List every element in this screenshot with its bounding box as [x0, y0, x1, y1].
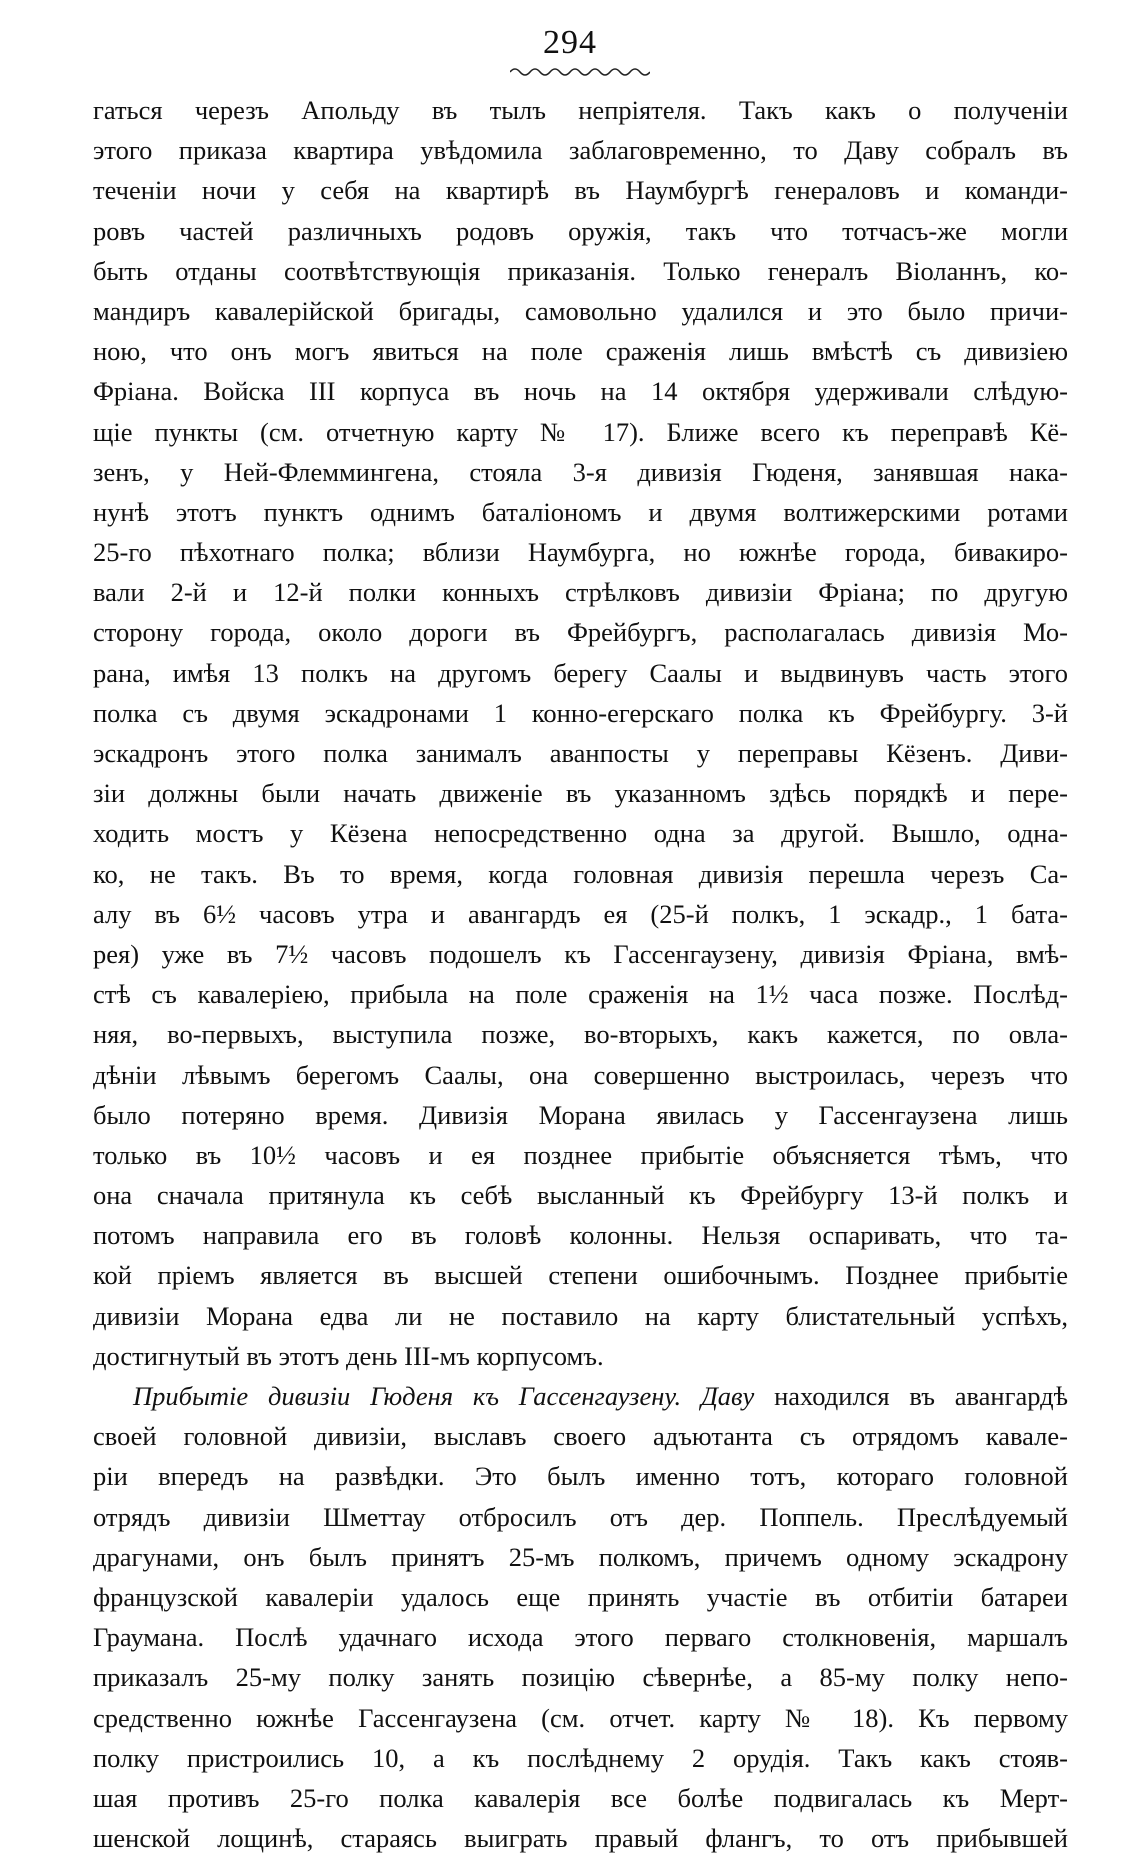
text-line: своей головной дивизіи, выславъ своего адъютанта съ отрядомъ кавале-	[93, 1421, 1068, 1452]
text-line: алу въ 6½ часовъ утра и авангардъ ея (25-й полкъ, 1 эскадр., 1 бата-	[93, 898, 1068, 929]
text-line: 25-го пѣхотнаго полка; вблизи Наумбурга, но южнѣе города, бивакиро-	[93, 537, 1068, 568]
text-line: шая противъ 25-го полка кавалерія все болѣе подвигалась къ Мерт-	[93, 1782, 1068, 1813]
text-line: ко, не такъ. Въ то время, когда головная дивизія перешла черезъ Са-	[93, 858, 1068, 889]
paragraph-1	[93, 90, 1068, 1376]
text-line: кой пріемъ является въ высшей степени ошибочнымъ. Позднее прибытіе	[93, 1260, 1068, 1291]
paragraph-2-first-line	[93, 1376, 1068, 1416]
text-line: теченіи ночи у себя на квартирѣ въ Наумбургѣ генераловъ и команди-	[93, 175, 1068, 206]
text-line: полку пристроились 10, а къ послѣднему 2 орудія. Такъ какъ стояв-	[93, 1742, 1068, 1773]
text-line: драгунами, онъ былъ принятъ 25-мъ полкомъ, причемъ одному эскадрону	[93, 1541, 1068, 1572]
text-line: сторону города, около дороги въ Фрейбургъ, располагалась дивизія Мо-	[93, 617, 1068, 648]
text-line: мандиръ кавалерійской бригады, самовольно удалился и это было причи-	[93, 295, 1068, 326]
text-line: ною, что онъ могъ явиться на поле сраженія лишь вмѣстѣ съ дивизіею	[93, 336, 1068, 367]
text-line: шенской лощинѣ, стараясь выиграть правый флангъ, то отъ прибывшей	[93, 1823, 1068, 1854]
text-line: дивизіи Морана едва ли не поставило на карту блистательный успѣхъ,	[93, 1300, 1068, 1331]
page-number: 294	[543, 24, 597, 61]
text-line: французской кавалеріи удалось еще принять участіе въ отбитіи батареи	[93, 1581, 1068, 1612]
text-line: дѣніи лѣвымъ берегомъ Саалы, она совершенно выстроилась, черезъ что	[93, 1059, 1068, 1090]
wavy-ornament	[510, 66, 650, 78]
text-line: няя, во-первыхъ, выступила позже, во-вторыхъ, какъ кажется, по овла-	[93, 1019, 1068, 1050]
text-line: этого приказа квартира увѣдомила заблаговременно, то Даву собралъ въ	[93, 135, 1068, 166]
text-line: средственно южнѣе Гассенгаузена (см. отчет. карту № 18). Къ первому	[93, 1702, 1068, 1733]
text-line: потомъ направила его въ головѣ колонны. Нельзя оспаривать, что та-	[93, 1220, 1068, 1251]
text-line: быть отданы соотвѣтствующія приказанія. Только генералъ Віоланнъ, ко-	[93, 255, 1068, 286]
text-line: рана, имѣя 13 полкъ на другомъ берегу Саалы и выдвинувъ часть этого	[93, 657, 1068, 688]
section-heading: Прибытіе дивизіи Гюденя къ Гассенгаузену.	[133, 1381, 682, 1411]
text-line: приказалъ 25-му полку занять позицію сѣвернѣе, а 85-му полку непо-	[93, 1662, 1068, 1693]
body-text	[93, 90, 1068, 1858]
text-line: полка съ двумя эскадронами 1 конно-егерскаго полка къ Фрейбургу. 3-й	[93, 697, 1068, 728]
text-line: она сначала притянула къ себѣ высланный къ Фрейбургу 13-й полкъ и	[93, 1180, 1068, 1211]
text-line: нунѣ этотъ пунктъ однимъ баталіономъ и двумя волтижерскими ротами	[93, 496, 1068, 527]
text-line: достигнутый въ этотъ день III-мъ корпусомъ.	[93, 1340, 604, 1371]
text-line: ровъ частей различныхъ родовъ оружія, такъ что тотчасъ-же могли	[93, 215, 1068, 246]
text-line: вали 2-й и 12-й полки конныхъ стрѣлковъ дивизіи Фріана; по другую	[93, 577, 1068, 608]
text-line: отрядъ дивизіи Шметтау отбросилъ отъ дер. Поппель. Преслѣдуемый	[93, 1501, 1068, 1532]
text-line: щіе пункты (см. отчетную карту № 17). Ближе всего къ переправѣ Кё-	[93, 416, 1068, 447]
text-line: Граумана. Послѣ удачнаго исхода этого перваго столкновенія, маршалъ	[93, 1622, 1068, 1653]
text-line: гаться черезъ Апольду въ тылъ непріятеля. Такъ какъ о полученіи	[93, 95, 1068, 125]
text-line: было потеряно время. Дивизія Морана явилась у Гассенгаузена лишь	[93, 1099, 1068, 1130]
text-line: ходить мостъ у Кёзена непосредственно одна за другой. Вышло, одна-	[93, 818, 1068, 849]
text-line: зенъ, у Ней-Флеммингена, стояла 3-я дивизія Гюденя, занявшая нака-	[93, 456, 1068, 487]
paragraph-2	[93, 1376, 1068, 1858]
text-fragment: находился въ авангардѣ	[774, 1381, 1068, 1411]
text-line: стѣ съ кавалеріею, прибыла на поле сраженія на 1½ часа позже. Послѣд-	[93, 979, 1068, 1010]
text-line: рея) уже въ 7½ часовъ подошелъ къ Гассенгаузену, дивизія Фріана, вмѣ-	[93, 938, 1068, 969]
text-line: зіи должны были начать движеніе въ указанномъ здѣсь порядкѣ и пере-	[93, 778, 1068, 809]
text-line: Фріана. Войска III корпуса въ ночь на 14 октября удерживали слѣдую-	[93, 376, 1068, 407]
person-name: Даву	[700, 1381, 755, 1411]
text-line: ріи впередъ на развѣдки. Это былъ именно тотъ, котораго головной	[93, 1461, 1068, 1492]
text-line: только въ 10½ часовъ и ея позднее прибытіе объясняется тѣмъ, что	[93, 1139, 1068, 1170]
text-line: эскадронъ этого полка занималъ аванпосты у переправы Кёзенъ. Диви-	[93, 738, 1068, 768]
